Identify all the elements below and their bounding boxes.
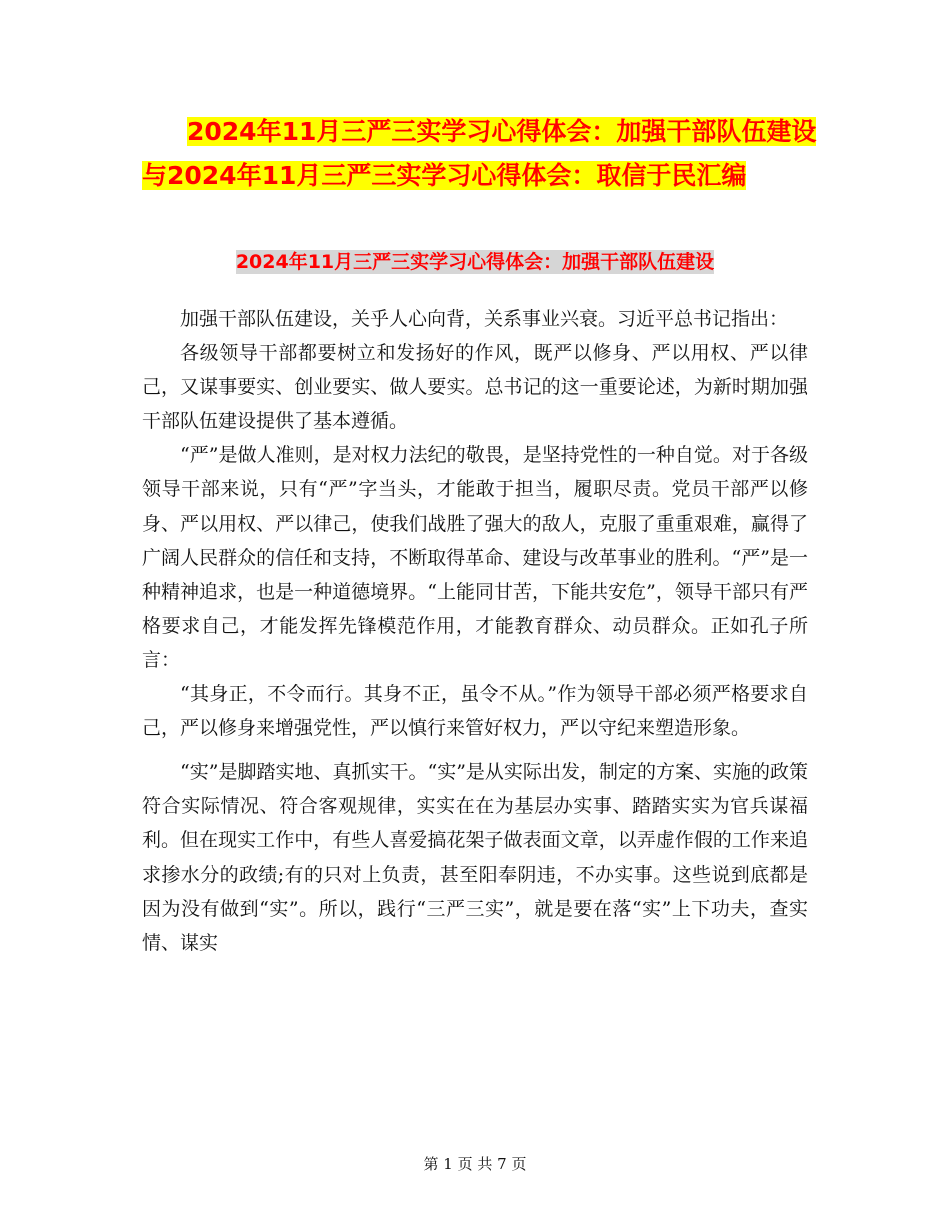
page-footer: 第 1 页 共 7 页: [423, 1155, 527, 1173]
paragraph: “实”是脚踏实地、真抓实干。“实”是从实际出发，制定的方案、实施的政策符合实际情况、符合客观规律，实实在在为基层办实事、踏踏实实为官兵谋福利。但在现实工作中，有些人喜爱搞花架子做表面文章，以弄虚作假的工作来追求掺水分的政绩;有的只对上负责，甚至阳奉阴违，不办实事。这些说到底都是因为没有做到“实”。所以，践行“三严三实”，就是要在落“实”上下功夫，查实情、谋实: [142, 761, 808, 954]
section-heading: [142, 246, 808, 278]
paragraph: 各级领导干部都要树立和发扬好的作风，既严以修身、严以用权、严以律己，又谋事要实、创业要实、做人要实。总书记的这一重要论述，为新时期加强干部队伍建设提供了基本遵循。: [142, 342, 808, 433]
document-title: [142, 110, 822, 198]
paragraph: “严”是做人准则，是对权力法纪的敬畏，是坚持党性的一种自觉。对于各级领导干部来说，只有“严”字当头，才能敢于担当，履职尽责。党员干部严以修身、严以用权、严以律己，使我们战胜了强大的敌人，克服了重重艰难，赢得了广阔人民群众的信任和支持，不断取得革命、建设与改革事业的胜利。“严”是一种精神追求，也是一种道德境界。“上能同甘苦，下能共安危”，领导干部只有严格要求自己，才能发挥先锋模范作用，才能教育群众、动员群众。正如孔子所言：: [142, 444, 808, 671]
body-text: [142, 302, 808, 960]
section-heading-highlight: 2024年11月三严三实学习心得体会：加强干部队伍建设: [235, 251, 715, 273]
paragraph: 加强干部队伍建设，关乎人心向背，关系事业兴衰。习近平总书记指出：: [180, 308, 789, 330]
paragraph: “其身正，不令而行。其身不正，虽令不从。”作为领导干部必须严格要求自己，严以修身来增强党性，严以慎行来管好权力，严以守纪来塑造形象。: [142, 683, 808, 740]
title-highlight: 2024年11月三严三实学习心得体会：加强干部队伍建设与2024年11月三严三实学习心得体会：取信于民汇编: [142, 117, 817, 190]
